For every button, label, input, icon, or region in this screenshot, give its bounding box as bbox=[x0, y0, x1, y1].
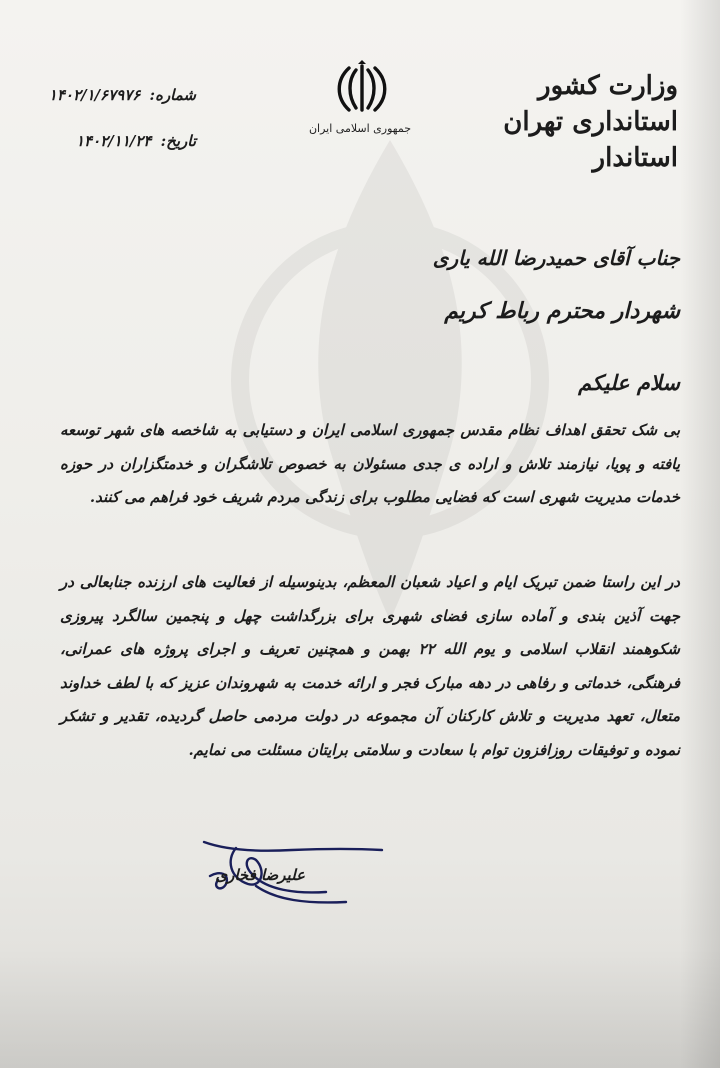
office-name: استاندار bbox=[592, 143, 678, 173]
ministry-name: وزارت کشور bbox=[538, 71, 678, 101]
body-paragraph-1: بی شک تحقق اهداف نظام مقدس جمهوری اسلامی ایران و دستیابی به شاخصه های شهر توسعه یافته و پویا، نیازمند تلاش و اراده ی جدی مسئولان به خصوص تلاشگران و خدمتگزاران در حوزه خدمات مدیریت شهری است که فضایی مطلوب برای زندگی مردم شریف خود فراهم می کنند. bbox=[60, 421, 680, 506]
letter-number bbox=[36, 86, 196, 104]
page-shadow-bottom bbox=[0, 948, 720, 1068]
addressee-title: شهردار محترم رباط کریم bbox=[444, 298, 680, 324]
addressee-name: جناب آقای حمیدرضا الله یاری bbox=[432, 246, 680, 270]
emblem-caption: جمهوری اسلامی ایران bbox=[308, 122, 412, 135]
governorate-name: استانداری تهران bbox=[503, 107, 678, 137]
date-label: تاریخ: bbox=[160, 132, 196, 150]
number-label: شماره: bbox=[149, 86, 196, 104]
date-value: ۱۴۰۲/۱۱/۲۴ bbox=[75, 132, 152, 150]
letter-date bbox=[36, 132, 196, 150]
iran-emblem-icon bbox=[330, 60, 394, 116]
signatory-name: علیرضا فخاری bbox=[215, 866, 305, 884]
body-paragraph-2: در این راستا ضمن تبریک ایام و اعیاد شعبان المعظم، بدینوسیله از فعالیت های ارزنده جنابعالی در جهت آذین بندی و آماده سازی فضای شهری برای بزرگداشت چهل و پنجمین سالگرد پیروزی شکوهمند انقلاب اسلامی و یوم الله ۲۲ بهمن و همچنین تعریف و اجرای پروژه های عمرانی، فرهنگی، خدماتی و رفاهی در دهه مبارک فجر و ارائه خدمت به شهروندان عزیز که با لطف خداوند متعال، تعهد مدیریت و تلاش کارکنان آن مجموعه در دولت مردمی حاصل گردیده، تقدیر و تشکر نموده و توفیقات روزافزون توام با سعادت و سلامتی برایتان مسئلت می نمایم. bbox=[60, 573, 680, 759]
watermark-emblem-icon bbox=[210, 120, 570, 640]
page-shadow-right bbox=[680, 0, 720, 1068]
number-value: ۱۴۰۲/۱/۶۷۹۷۶ bbox=[48, 86, 141, 104]
greeting: سلام علیکم bbox=[578, 370, 680, 395]
letterhead-ministry bbox=[488, 68, 678, 176]
